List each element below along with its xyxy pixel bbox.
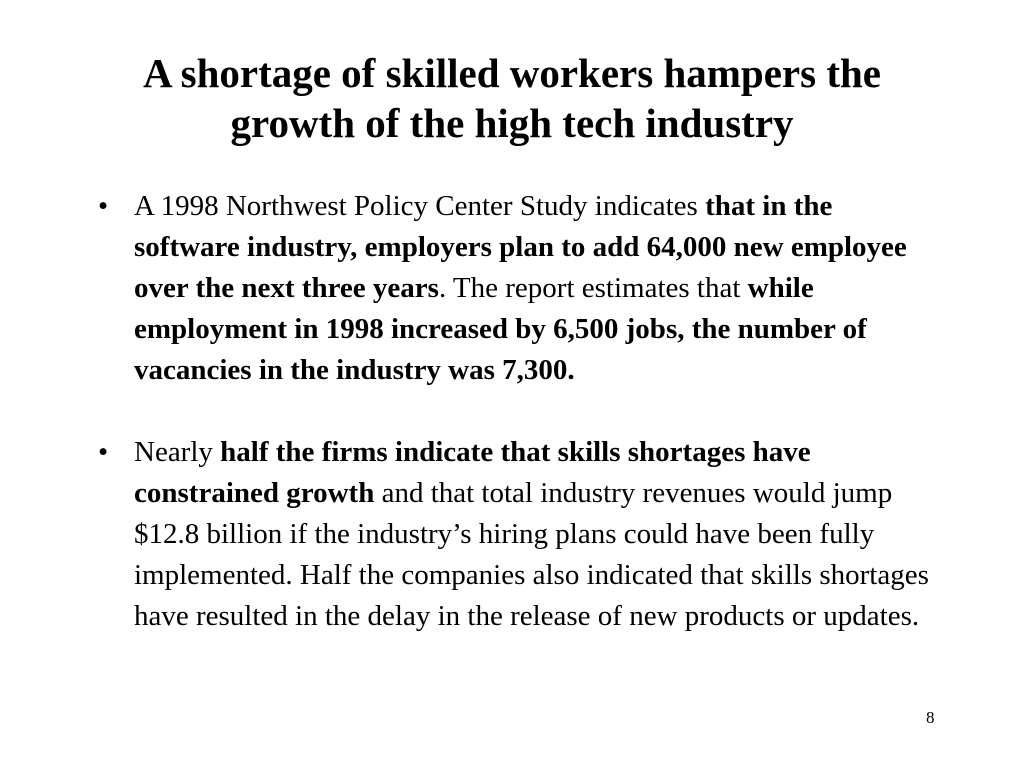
bullet-2-text-1: Nearly (134, 436, 221, 468)
bullet-item-2 (96, 432, 942, 637)
bullet-1-text-2: . The report estimates that (438, 272, 748, 304)
bullet-list (96, 186, 942, 637)
slide-title (60, 48, 964, 148)
bullet-2-text-2: and that total industry revenues would jump $12.8 billion if the industry’s hiring plans could have been fully implemented. Half the companies also indicated that skills shortages have resulted in the delay in the release of new products or updates. (134, 477, 929, 632)
bullet-1-bold-2: while employment in 1998 increased by 6,500 jobs, the number of vacancies in the industry was 7,300. (134, 272, 867, 386)
bullet-1-bold-1: that in the software industry, employers plan to add 64,000 new employee over the next three years (134, 190, 907, 304)
page-number: 8 (926, 708, 935, 727)
bullet-marker-2: • (98, 436, 109, 468)
bullet-marker-1: • (98, 190, 109, 222)
bullet-1-text-1: A 1998 Northwest Policy Center Study indicates (134, 190, 706, 222)
slide-title-line-1: A shortage of skilled workers hampers the (143, 50, 881, 96)
bullet-item-1 (96, 186, 942, 391)
slide-title-line-2: growth of the high tech industry (230, 100, 794, 146)
bullet-2-bold-1: half the firms indicate that skills shortages have constrained growth (134, 436, 811, 509)
